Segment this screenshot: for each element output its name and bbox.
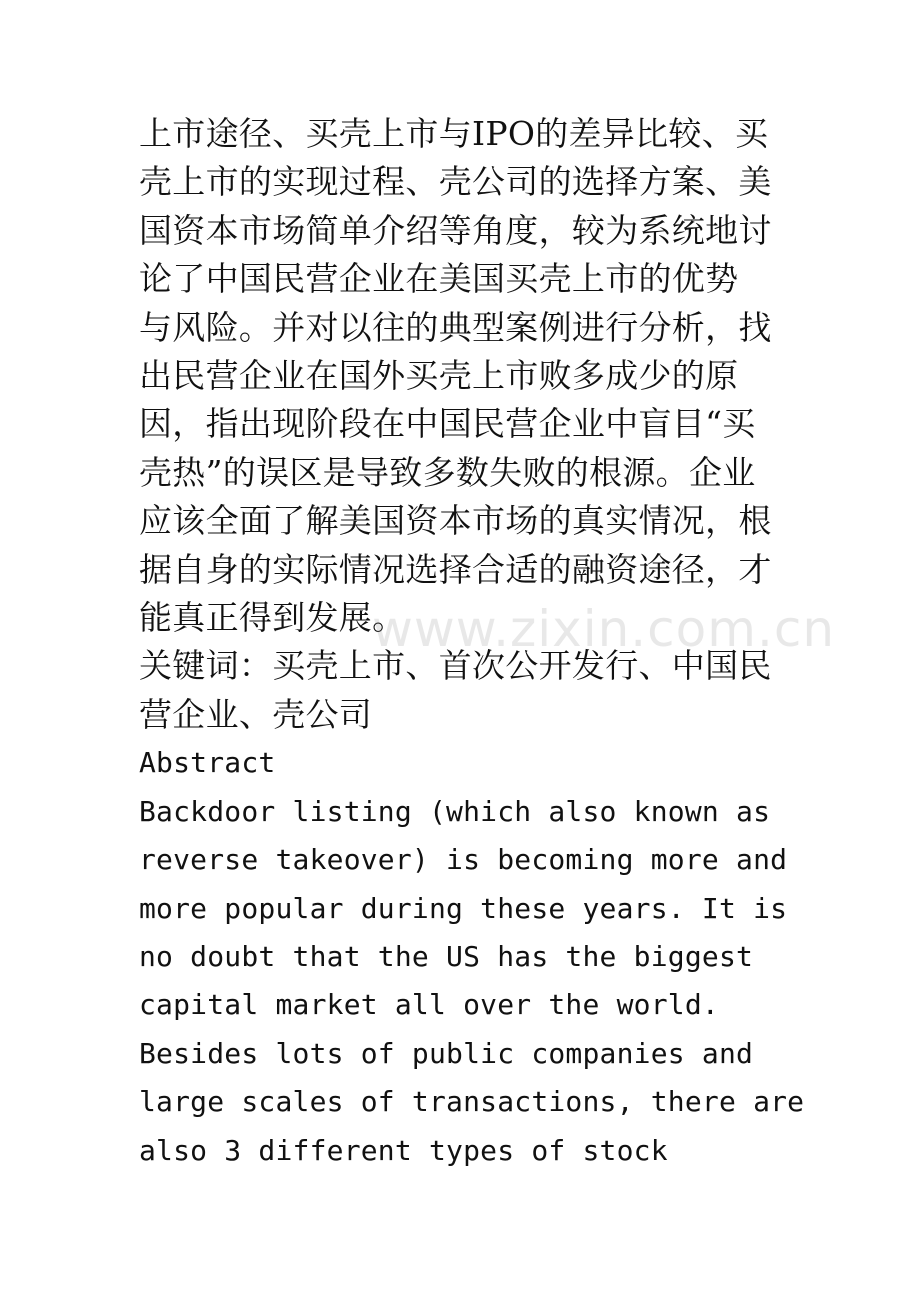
text-line: large scales of transactions, there are <box>139 1085 805 1119</box>
watermark: www.zixin.com.cn <box>372 600 836 658</box>
text-line: 能真正得到发展。 <box>139 598 406 638</box>
text-line: no doubt that the US has the biggest <box>139 939 754 973</box>
text-line: 与风险。并对以往的典型案例进行分析，找 <box>139 307 772 347</box>
text-line: 据自身的实际情况选择合适的融资途径，才 <box>139 549 772 589</box>
text-line: more popular during these years. It is <box>139 891 788 925</box>
document-page <box>139 110 805 1175</box>
keywords <box>139 642 789 739</box>
abstract-heading: Abstract <box>139 746 276 780</box>
keywords-line: 关键词：买壳上市、首次公开发行、中国民 <box>139 646 772 686</box>
text-line: 出民营企业在国外买壳上市败多成少的原 <box>139 356 739 396</box>
text-line: Besides lots of public companies and <box>139 1036 754 1070</box>
text-line: Backdoor listing (which also known as <box>139 794 771 828</box>
text-line: reverse takeover) is becoming more and <box>139 843 788 877</box>
text-line: 国资本市场简单介绍等角度，较为系统地讨 <box>139 210 772 250</box>
english-abstract <box>139 788 805 1175</box>
text-line: 上市途径、买壳上市与IPO的差异比较、买 <box>139 114 769 153</box>
keywords-line: 营企业、壳公司 <box>139 694 373 734</box>
text-line: 应该全面了解美国资本市场的真实情况，根 <box>139 501 772 541</box>
text-line: 壳上市的实现过程、壳公司的选择方案、美 <box>139 162 772 202</box>
chinese-abstract <box>139 110 789 642</box>
text-line: 壳热”的误区是导致多数失败的根源。企业 <box>139 452 756 492</box>
text-line: 论了中国民营企业在美国买壳上市的优势 <box>139 259 739 299</box>
text-line: 因，指出现阶段在中国民营企业中盲目“买 <box>139 404 756 444</box>
text-line: capital market all over the world. <box>139 988 719 1022</box>
text-line: also 3 different types of stock <box>139 1133 668 1167</box>
